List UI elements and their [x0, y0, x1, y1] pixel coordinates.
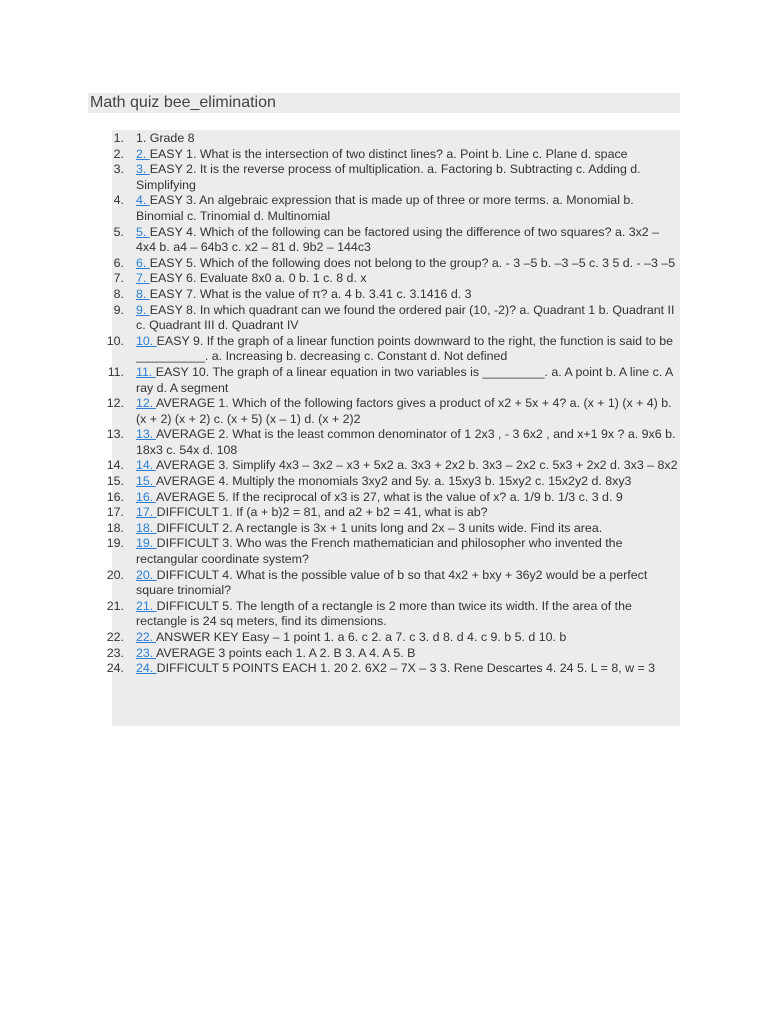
list-item-number: 20.	[106, 567, 124, 582]
list-item-text: DIFFICULT 4. What is the possible value of b so that 4x2 + bxy + 36y2 would be a perfect square trinomial?	[136, 567, 648, 598]
list-item-number: 2.	[113, 146, 124, 161]
document-title: Math quiz bee_elimination	[90, 94, 276, 111]
list-item	[106, 567, 680, 599]
list-item-number: 4.	[113, 193, 124, 208]
list-item	[112, 147, 680, 163]
list-item-text: DIFFICULT 3. Who was the French mathematician and philosopher who invented the rectangular coordinate system?	[136, 536, 623, 567]
list-item	[112, 303, 680, 334]
list-item-text: AVERAGE 3 points each 1. A 2. B 3. A 4. A 5. B	[155, 645, 416, 660]
page-link[interactable]: 8.	[136, 286, 150, 301]
page-link[interactable]: 15.	[136, 474, 156, 489]
list-item-text: DIFFICULT 5 POINTS EACH 1. 20 2. 6X2 – 7X – 3 3. Rene Descartes 4. 24 5. L = 8, w = 3	[156, 661, 656, 676]
page-link[interactable]: 20.	[136, 567, 157, 582]
list-item	[106, 458, 680, 474]
list-item	[106, 489, 680, 506]
list-item-number: 19.	[106, 536, 124, 551]
list-item-number: 16.	[106, 489, 124, 504]
page-link[interactable]: 4.	[136, 193, 150, 208]
list-item-text: AVERAGE 2. What is the least common denominator of 1 2x3 , - 3 6x2 , and x+1 9x ? a. 9x6 b. 18x3 c. 54x d. 108	[136, 427, 676, 457]
list-item-text: EASY 6. Evaluate 8x0 a. 0 b. 1 c. 8 d. x	[149, 271, 367, 286]
list-item-number: 23.	[106, 645, 124, 660]
page-link[interactable]: 16.	[136, 489, 156, 504]
list-item-text: EASY 4. Which of the following can be factored using the difference of two squares? a. 3x2 – 4x4 b. a4 – 64b3 c. x2 – 81 d. 9b2 – 144c3	[136, 224, 660, 255]
list-item	[112, 193, 680, 224]
list-item-text: DIFFICULT 2. A rectangle is 3x + 1 units long and 2x – 3 units wide. Find its area.	[156, 520, 603, 535]
list-item-number: 9.	[113, 302, 124, 317]
list-item-number: 15.	[106, 474, 124, 489]
list-item	[107, 364, 680, 396]
page-link[interactable]: 6.	[136, 255, 150, 270]
list-item-text: EASY 5. Which of the following does not belong to the group? a. - 3 –5 b. –3 –5 c. 3 5 d. - –3 –5	[149, 255, 676, 270]
list-item-number: 11.	[107, 364, 124, 379]
list-item-number: 13.	[106, 427, 124, 442]
list-item	[106, 505, 680, 521]
list-item	[112, 225, 680, 256]
list-item	[112, 271, 680, 287]
list-item-text: DIFFICULT 5. The length of a rectangle is 2 more than twice its width. If the area of the rectangle is 24 sq meters, find its dimensions.	[136, 598, 632, 629]
list-item-text: EASY 2. It is the reverse process of multiplication. a. Factoring b. Subtracting c. Adding d. Simplifying	[136, 162, 641, 192]
list-item-text: 1. Grade 8	[136, 131, 195, 145]
list-item	[112, 256, 680, 272]
page-link[interactable]: 5.	[136, 224, 150, 239]
list-item	[112, 131, 680, 147]
list-item-number: 3.	[113, 162, 124, 177]
list-item	[106, 598, 680, 630]
document-content	[106, 130, 680, 726]
list-item	[106, 536, 680, 567]
list-item	[112, 287, 680, 303]
page-link[interactable]: 12.	[136, 396, 156, 411]
list-item-number: 18.	[106, 520, 124, 535]
page-link[interactable]: 17.	[136, 505, 157, 520]
page-link[interactable]: 21.	[136, 598, 157, 613]
list-item	[112, 162, 680, 193]
list-item-text: AVERAGE 4. Multiply the monomials 3xy2 and 5y. a. 15xy3 b. 15xy2 c. 15x2y2 d. 8xy3	[155, 474, 632, 489]
page-link[interactable]: 3.	[136, 162, 150, 177]
page-link[interactable]: 18.	[136, 520, 157, 535]
document-title-bar	[88, 93, 680, 113]
list-item	[106, 396, 680, 427]
list-item-text: AVERAGE 1. Which of the following factors gives a product of x2 + 5x + 4? a. (x + 1) (x + 4) b. (x + 2) (x + 2) c. (x + 5) (x – 1) d. (x + 2)2	[136, 396, 672, 426]
list-item-text: DIFFICULT 1. If (a + b)2 = 81, and a2 + b2 = 41, what is ab?	[156, 505, 488, 520]
page-link[interactable]: 11.	[136, 364, 156, 379]
list-item	[106, 630, 680, 646]
list-item-number: 5.	[113, 224, 124, 239]
list-item-number: 21.	[106, 598, 124, 613]
list-item-number: 24.	[106, 661, 124, 676]
list-item-text: AVERAGE 5. If the reciprocal of x3 is 27, what is the value of x? a. 1/9 b. 1/3 c. 3 d. 9	[155, 489, 623, 504]
page-link[interactable]: 24.	[136, 661, 157, 676]
list-item-number: 14.	[106, 458, 124, 473]
list-item-text: EASY 10. The graph of a linear equation in two variables is _________. a. A point b. A line c. A ray d. A segment	[136, 364, 673, 395]
page-link[interactable]: 7.	[136, 271, 150, 286]
list-item	[106, 645, 680, 662]
list-item	[106, 520, 680, 537]
list-item	[106, 333, 680, 365]
list-item-number: 12.	[106, 396, 124, 411]
page-link[interactable]: 2.	[136, 146, 150, 161]
page-link[interactable]: 14.	[136, 458, 156, 473]
page-link[interactable]: 22.	[136, 630, 156, 644]
page-link[interactable]: 13.	[136, 427, 156, 442]
list-item	[106, 427, 680, 458]
list-item-number: 7.	[113, 271, 124, 286]
page-link[interactable]: 10.	[136, 333, 157, 348]
page-link[interactable]: 19.	[136, 536, 157, 551]
list-item-text: EASY 3. An algebraic expression that is made up of three or more terms. a. Monomial b. Binomial c. Trinomial d. Multinomial	[136, 193, 634, 223]
list-item-number: 1.	[113, 131, 124, 145]
page-link[interactable]: 9.	[136, 302, 150, 317]
list-item-number: 8.	[113, 286, 124, 301]
list-item-number: 10.	[106, 333, 124, 348]
list-item	[106, 474, 680, 490]
quiz-list	[106, 131, 680, 677]
page-link[interactable]: 23.	[136, 645, 156, 660]
list-item-text: EASY 8. In which quadrant can we found the ordered pair (10, -2)? a. Quadrant 1 b. Quadrant II c. Quadrant III d. Quadrant IV	[136, 302, 675, 333]
list-item	[106, 661, 680, 677]
list-item-number: 22.	[106, 630, 124, 644]
list-item-text: EASY 1. What is the intersection of two distinct lines? a. Point b. Line c. Plane d. space	[149, 146, 628, 161]
list-item-number: 6.	[113, 255, 124, 270]
list-item-number: 17.	[106, 505, 124, 520]
list-item-text: ANSWER KEY Easy – 1 point 1. a 6. c 2. a 7. c 3. d 8. d 4. c 9. b 5. d 10. b	[155, 630, 567, 644]
list-item-text: EASY 7. What is the value of π? a. 4 b. 3.41 c. 3.1416 d. 3	[149, 286, 472, 301]
list-item-text: EASY 9. If the graph of a linear function points downward to the right, the function is said to be __________. a. Increasing b. decreasing c. Constant d. Not defined	[136, 333, 674, 364]
list-item-text: AVERAGE 3. Simplify 4x3 – 3x2 – x3 + 5x2 a. 3x3 + 2x2 b. 3x3 – 2x2 c. 5x3 + 2x2 d. 3x3 – 8x2	[155, 458, 678, 473]
